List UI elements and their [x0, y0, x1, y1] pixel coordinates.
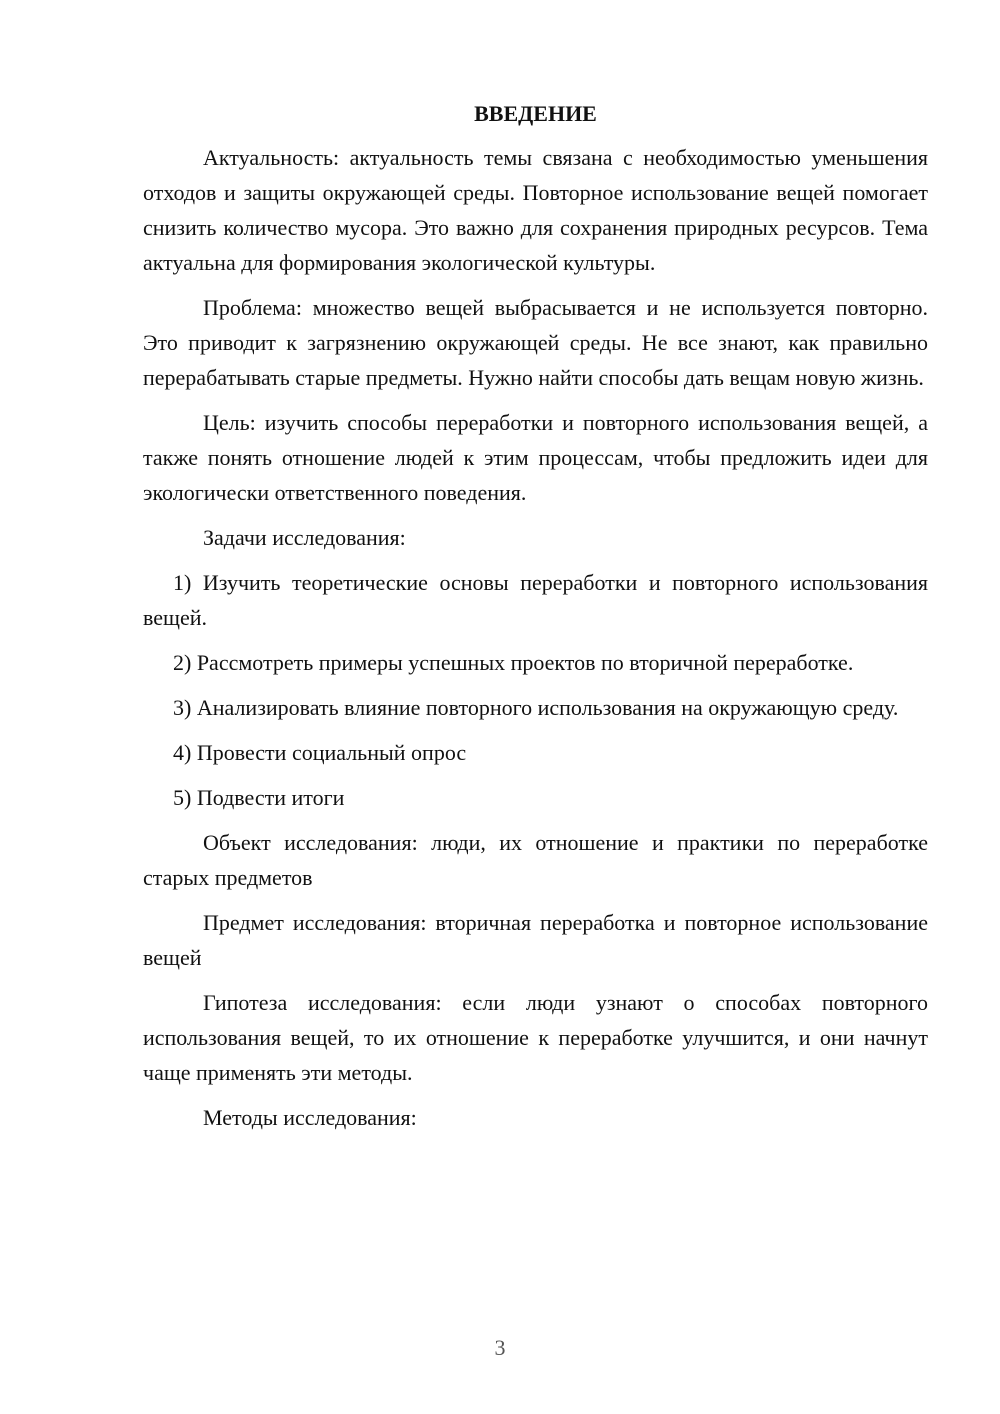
paragraph-hypothesis: Гипотеза исследования: если люди узнают о способах повторного использования вещей, то их отношение к переработке улучшится, и они начнут чаще применять эти методы. [143, 990, 928, 1085]
paragraph-relevance: Актуальность: актуальность темы связана с необходимостью уменьшения отходов и защиты окружающей среды. Повторное использование вещей помогает снизить количество мусора. Это важно для сохранения природных ресурсов. Тема актуальна для формирования экологической культуры. [143, 145, 928, 275]
task-item-5: 5) Подвести итоги [173, 785, 345, 810]
task-item-3: 3) Анализировать влияние повторного использования на окружающую среду. [173, 695, 899, 720]
methods-heading: Методы исследования: [203, 1105, 417, 1130]
tasks-heading: Задачи исследования: [203, 525, 406, 550]
paragraph-problem: Проблема: множество вещей выбрасывается и не используется повторно. Это приводит к загрязнению окружающей среды. Не все знают, как правильно перерабатывать старые предметы. Нужно найти способы дать вещам новую жизнь. [143, 295, 928, 390]
task-item-4: 4) Провести социальный опрос [173, 740, 467, 765]
paragraph-subject: Предмет исследования: вторичная переработка и повторное использование вещей [143, 910, 928, 970]
page-title: ВВЕДЕНИЕ [474, 101, 597, 126]
task-item-1: 1) Изучить теоретические основы переработки и повторного использования вещей. [143, 570, 928, 630]
task-item-2: 2) Рассмотреть примеры успешных проектов по вторичной переработке. [173, 650, 854, 675]
paragraph-goal: Цель: изучить способы переработки и повторного использования вещей, а также понять отношение людей к этим процессам, чтобы предложить идеи для экологически ответственного поведения. [143, 410, 928, 505]
paragraph-object: Объект исследования: люди, их отношение и практики по переработке старых предметов [143, 830, 928, 890]
page-number: 3 [494, 1335, 506, 1360]
